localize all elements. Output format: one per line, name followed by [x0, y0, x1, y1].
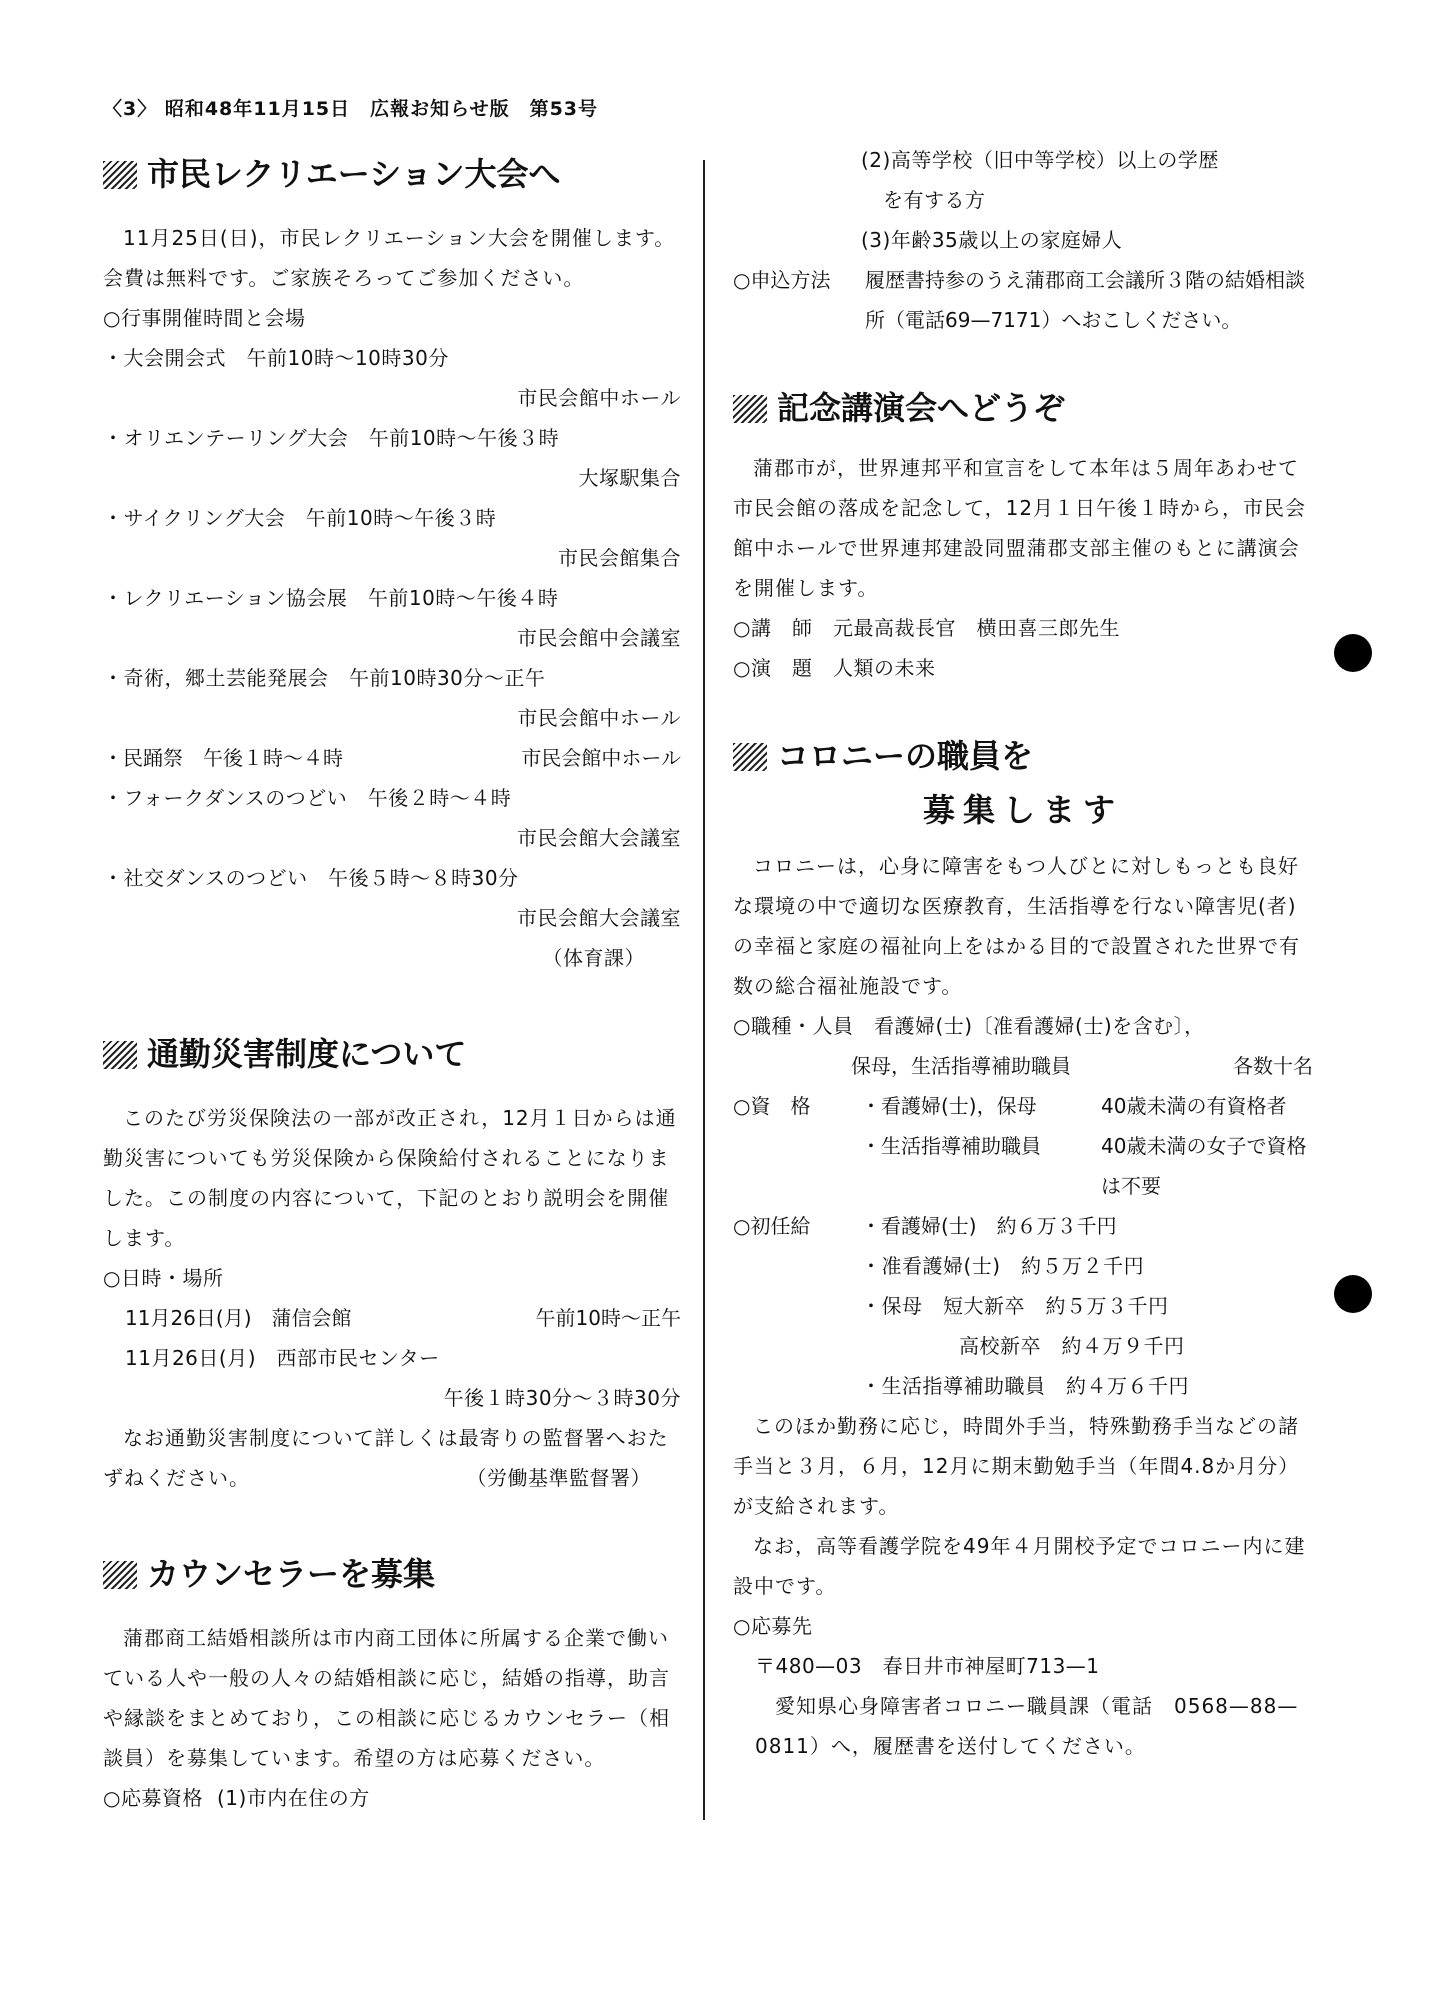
department: （体育課）	[542, 946, 645, 970]
value: 履歴書持参のうえ蒲郡商工会議所３階の結婚相談所（電話69—7171）へおこしください。	[865, 268, 1305, 332]
event-item: ・大会開会式 午前10時〜10時30分	[103, 346, 449, 370]
salary-item: ・看護婦(士) 約６万３千円	[861, 1214, 1117, 1238]
paragraph: コロニーは，心身に障害をもつ人びとに対しもっとも良好な環境の中で適切な医療教育，生活指導を行ない障害児(者)の幸福と家庭の福祉向上をはかる目的で設置された世界で有数の総合福祉施設です。	[733, 854, 1300, 998]
paragraph: このたび労災保険法の一部が改正され，12月１日からは通勤災害についても労災保険から保険給付されることになりました。この制度の内容について，下記のとおり説明会を開催します。	[103, 1106, 677, 1250]
event-place: 市民会館中会議室	[517, 626, 681, 650]
event-place: 大塚駅集合	[578, 466, 681, 490]
label: ○応募先	[733, 1614, 813, 1638]
qualification-item: (1)市内在住の方	[216, 1786, 370, 1810]
event-place: 市民会館大会議室	[517, 826, 681, 850]
event-item: ・サイクリング大会 午前10時〜午後３時	[103, 506, 497, 530]
event-place: 市民会館集合	[558, 546, 681, 570]
apply-method	[733, 260, 1313, 340]
paragraph: 11月25日(日)，市民レクリエーション大会を開催します。会費は無料です。ご家族そろってご参加ください。	[103, 226, 676, 290]
job-count: 各数十名	[1233, 1054, 1313, 1078]
event-item	[103, 738, 681, 778]
event-item: ・奇術，郷土芸能発展会 午前10時30分〜正午	[103, 666, 546, 690]
paragraph: このほか勤務に応じ，時間外手当，特殊勤務手当などの諸手当と３月，６月，12月に期末勤勉手当（年間4.8か月分）が支給されます。	[733, 1414, 1300, 1518]
schedule-row	[103, 1298, 681, 1338]
section-title	[103, 1550, 681, 1598]
section-title-text: 記念講演会へどうぞ	[777, 389, 1066, 427]
job-list: 保母，生活指導補助職員	[851, 1054, 1071, 1078]
label: ○初任給	[733, 1214, 811, 1238]
label: ○応募資格	[103, 1786, 203, 1810]
qualification-item-cont: を有する方	[883, 188, 986, 212]
punch-hole	[1334, 634, 1372, 672]
event-item-text: ・民踊祭 午後１時〜４時	[103, 746, 343, 770]
job-types: ○職種・人員 看護婦(士)〔准看護婦(士)を含む〕，	[733, 1014, 1205, 1038]
qualification-item: (3)年齢35歳以上の家庭婦人	[861, 228, 1123, 252]
label: ○行事開催時間と会場	[103, 306, 306, 330]
hatch-mark	[103, 1561, 137, 1589]
event-item: ・フォークダンスのつどい 午後２時〜４時	[103, 786, 512, 810]
qualification-row	[733, 1086, 1313, 1126]
section-title	[733, 732, 1313, 780]
hatch-mark	[733, 743, 767, 771]
event-place: 市民会館中ホール	[517, 706, 681, 730]
event-item: ・オリエンテーリング大会 午前10時〜午後３時	[103, 426, 560, 450]
label: ○資 格	[733, 1094, 811, 1118]
qualification-value: 40歳未満の有資格者	[1101, 1094, 1287, 1118]
qualification-row	[733, 1126, 1313, 1206]
column-divider	[703, 160, 705, 1820]
section-title-line2: 募集します	[922, 791, 1123, 829]
section-title-text: カウンセラーを募集	[147, 1555, 436, 1593]
lecturer: ○講 師 元最高裁長官 横田喜三郎先生	[733, 616, 1120, 640]
page-header: 〈3〉 昭和48年11月15日 広報お知らせ版 第53号	[103, 98, 599, 120]
event-item: ・レクリエーション協会展 午前10時〜午後４時	[103, 586, 559, 610]
salary-item: ・准看護婦(士) 約５万２千円	[861, 1254, 1145, 1278]
section-title-text: 通勤災害制度について	[147, 1035, 467, 1073]
hatch-mark	[103, 161, 137, 189]
qualification-job: ・生活指導補助職員	[861, 1134, 1041, 1158]
schedule-place: 11月26日(月) 蒲信会館	[125, 1306, 352, 1330]
salary-row	[733, 1206, 1313, 1246]
label: ○日時・場所	[103, 1266, 224, 1290]
hatch-mark	[103, 1041, 137, 1069]
lecture-theme: ○演 題 人類の未来	[733, 656, 936, 680]
section-title-text: コロニーの職員を	[777, 737, 1034, 775]
section-title-text: 市民レクリエーション大会へ	[147, 155, 561, 193]
salary-item: ・生活指導補助職員 約４万６千円	[861, 1374, 1189, 1398]
event-place: 市民会館中ホール	[521, 746, 681, 770]
paragraph: 蒲郡市が，世界連邦平和宣言をして本年は５周年あわせて市民会館の落成を記念して，12月１日午後１時から，市民会館中ホールで世界連邦建設同盟蒲郡支部主催のもとに講演会を開催します。	[733, 456, 1307, 600]
schedule-time: 午前10時〜正午	[535, 1306, 681, 1330]
punch-hole	[1334, 1275, 1372, 1313]
salary-item: 高校新卒 約４万９千円	[959, 1334, 1185, 1358]
qualification-item: (2)高等学校（旧中等学校）以上の学歴	[861, 148, 1219, 172]
job-types-cont	[733, 1046, 1313, 1086]
event-place: 市民会館中ホール	[517, 386, 681, 410]
department: （労働基準監督署）	[466, 1466, 651, 1490]
paragraph: 愛知県心身障害者コロニー職員課（電話 0568—88—0811）へ，履歴書を送付してください。	[755, 1694, 1299, 1758]
qualification	[103, 1778, 681, 1818]
paragraph: 蒲郡商工結婚相談所は市内商工団体に所属する企業で働いている人や一般の人々の結婚相談に応じ，結婚の指導，助言や縁談をまとめており，この相談に応じるカウンセラー（相談員）を募集しています。希望の方は応募ください。	[103, 1626, 670, 1770]
schedule-time: 午後１時30分〜３時30分	[443, 1386, 681, 1410]
event-place: 市民会館大会議室	[517, 906, 681, 930]
qualification-job: ・看護婦(士)，保母	[861, 1094, 1037, 1118]
label: ○申込方法	[733, 268, 831, 292]
section-title	[103, 1030, 681, 1078]
left-column	[103, 150, 681, 1818]
section-title	[733, 384, 1313, 432]
qualification-value: 40歳未満の女子で資格は不要	[1101, 1134, 1307, 1198]
paragraph: なお通勤災害制度について詳しくは最寄りの監督署へおたずねください。	[103, 1426, 669, 1490]
schedule-place: 11月26日(月) 西部市民センター	[125, 1346, 440, 1370]
right-column	[733, 150, 1313, 1766]
event-item: ・社交ダンスのつどい 午後５時〜８時30分	[103, 866, 519, 890]
address: 〒480—03 春日井市神屋町713—1	[755, 1654, 1100, 1678]
section-title	[103, 150, 681, 198]
paragraph: なお，高等看護学院を49年４月開校予定でコロニー内に建設中です。	[733, 1534, 1306, 1598]
salary-item: ・保母 短大新卒 約５万３千円	[861, 1294, 1169, 1318]
event-list	[103, 338, 681, 938]
hatch-mark	[733, 395, 767, 423]
